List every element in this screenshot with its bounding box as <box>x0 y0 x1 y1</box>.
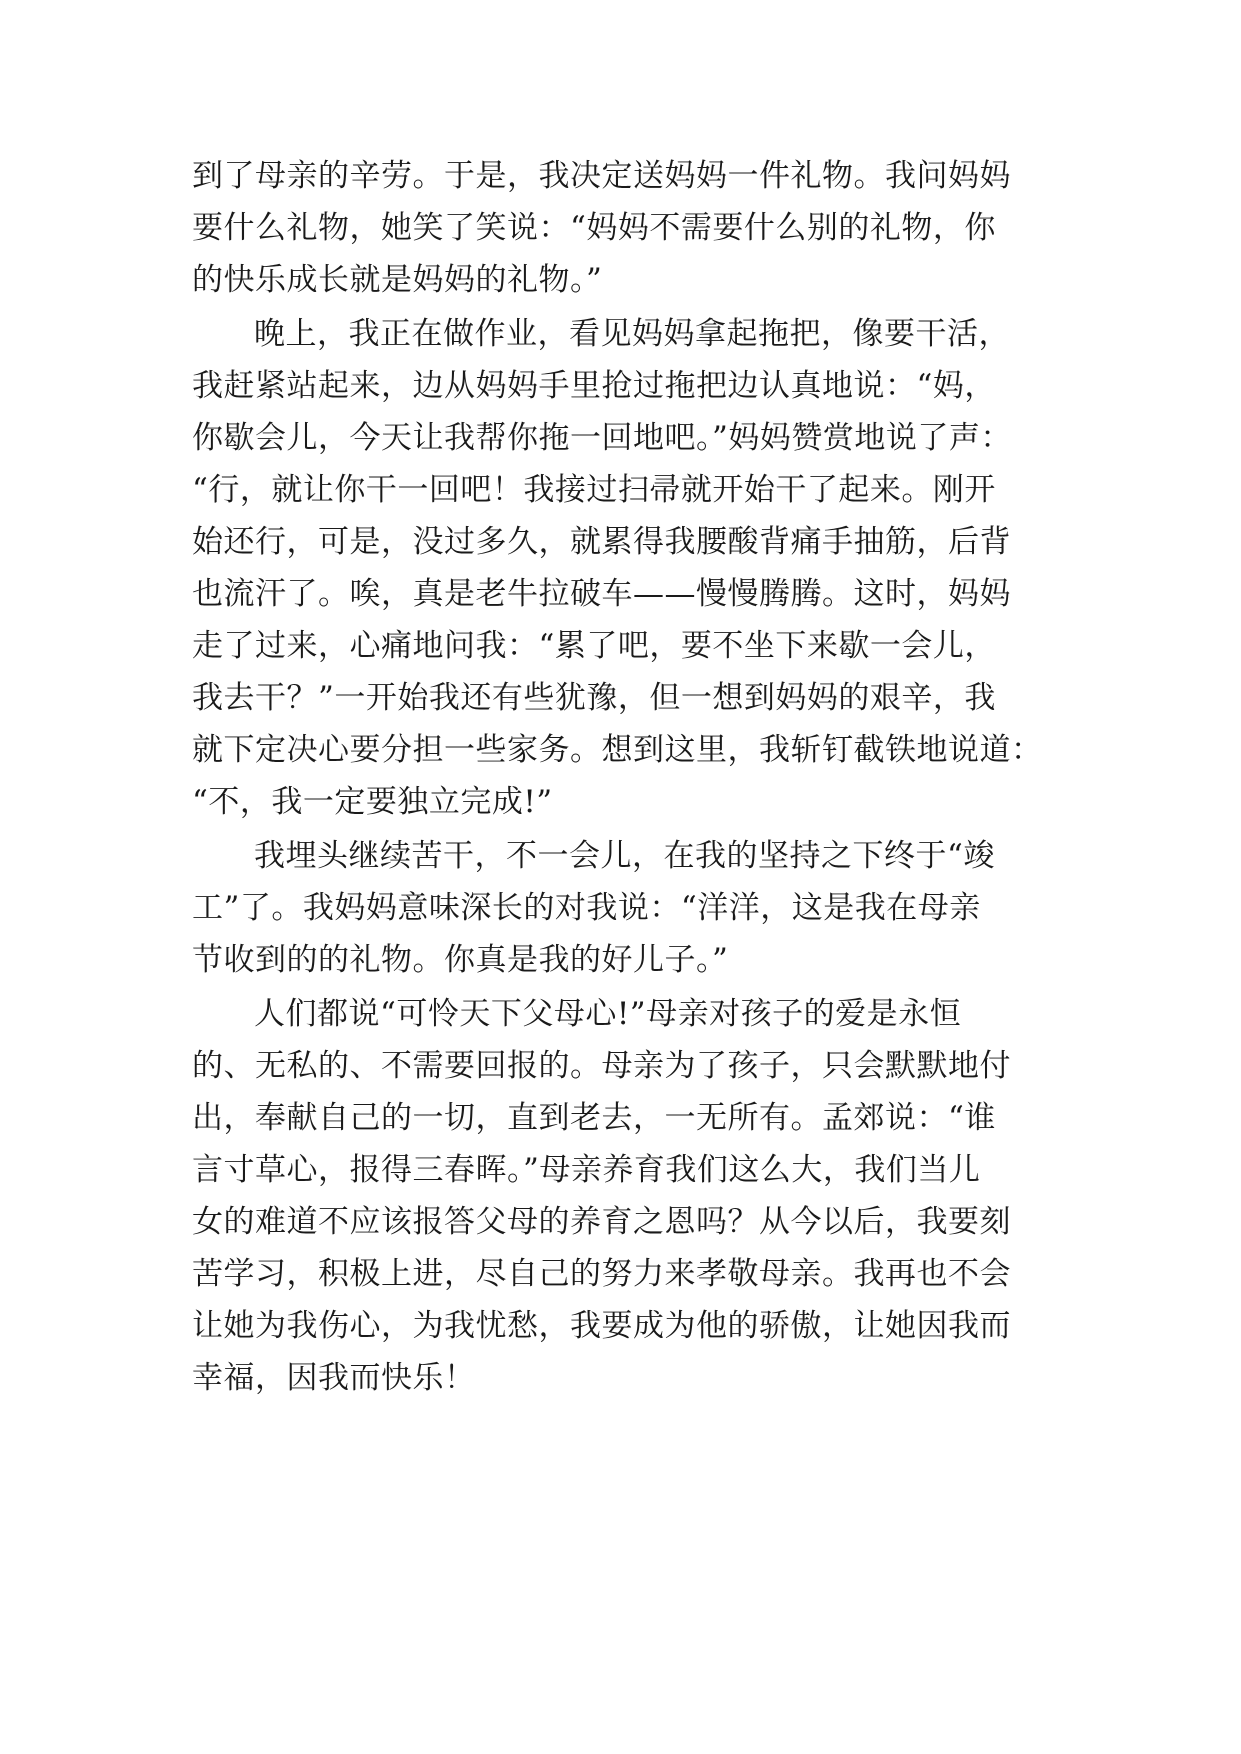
text-line: 让她为我伤心，为我忧愁，我要成为他的骄傲，让她因我而 <box>192 1308 1011 1344</box>
text-line: 工”了。我妈妈意味深长的对我说：“洋洋，这是我在母亲 <box>192 890 981 926</box>
text-line: 节收到的的礼物。你真是我的好儿子。” <box>192 942 729 978</box>
text-line: 就下定决心要分担一些家务。想到这里，我斩钉截铁地说道： <box>192 732 1043 768</box>
text-line: 你歇会儿，今天让我帮你拖一回地吧。”妈妈赞赏地说了声： <box>192 420 1012 456</box>
text-line: “行，就让你干一回吧！我接过扫帚就开始干了起来。刚开 <box>192 472 996 508</box>
text-line: 也流汗了。唉，真是老牛拉破车——慢慢腾腾。这时，妈妈 <box>192 576 1011 612</box>
text-line: 女的难道不应该报答父母的养育之恩吗？从今以后，我要刻 <box>192 1204 1011 1240</box>
text-line: 出，奉献自己的一切，直到老去，一无所有。孟郊说：“谁 <box>192 1100 996 1136</box>
text-line: 晚上，我正在做作业，看见妈妈拿起拖把，像要干活， <box>254 316 1010 352</box>
text-line: 的快乐成长就是妈妈的礼物。” <box>192 262 603 298</box>
text-line: 苦学习，积极上进，尽自己的努力来孝敬母亲。我再也不会 <box>192 1256 1011 1292</box>
text-line: 始还行，可是，没过多久，就累得我腰酸背痛手抽筋，后背 <box>192 524 1011 560</box>
text-line: 言寸草心，报得三春晖。”母亲养育我们这么大，我们当儿 <box>192 1152 981 1188</box>
text-line: 我埋头继续苦干，不一会儿，在我的坚持之下终于“竣 <box>254 838 995 874</box>
text-line: “不，我一定要独立完成!” <box>192 784 553 820</box>
text-line: 的、无私的、不需要回报的。母亲为了孩子，只会默默地付 <box>192 1048 1011 1084</box>
text-line: 我去干？”一开始我还有些犹豫，但一想到妈妈的艰辛，我 <box>192 680 996 716</box>
text-line: 我赶紧站起来，边从妈妈手里抢过拖把边认真地说：“妈， <box>192 368 996 404</box>
text-line: 人们都说“可怜天下父母心!”母亲对孩子的爱是永恒 <box>254 996 962 1032</box>
text-line: 到了母亲的辛劳。于是，我决定送妈妈一件礼物。我问妈妈 <box>192 158 1011 194</box>
text-line: 走了过来，心痛地问我：“累了吧，要不坐下来歇一会儿， <box>192 628 996 664</box>
text-line: 要什么礼物，她笑了笑说：“妈妈不需要什么别的礼物，你 <box>192 210 996 246</box>
text-line: 幸福，因我而快乐！ <box>192 1360 476 1396</box>
